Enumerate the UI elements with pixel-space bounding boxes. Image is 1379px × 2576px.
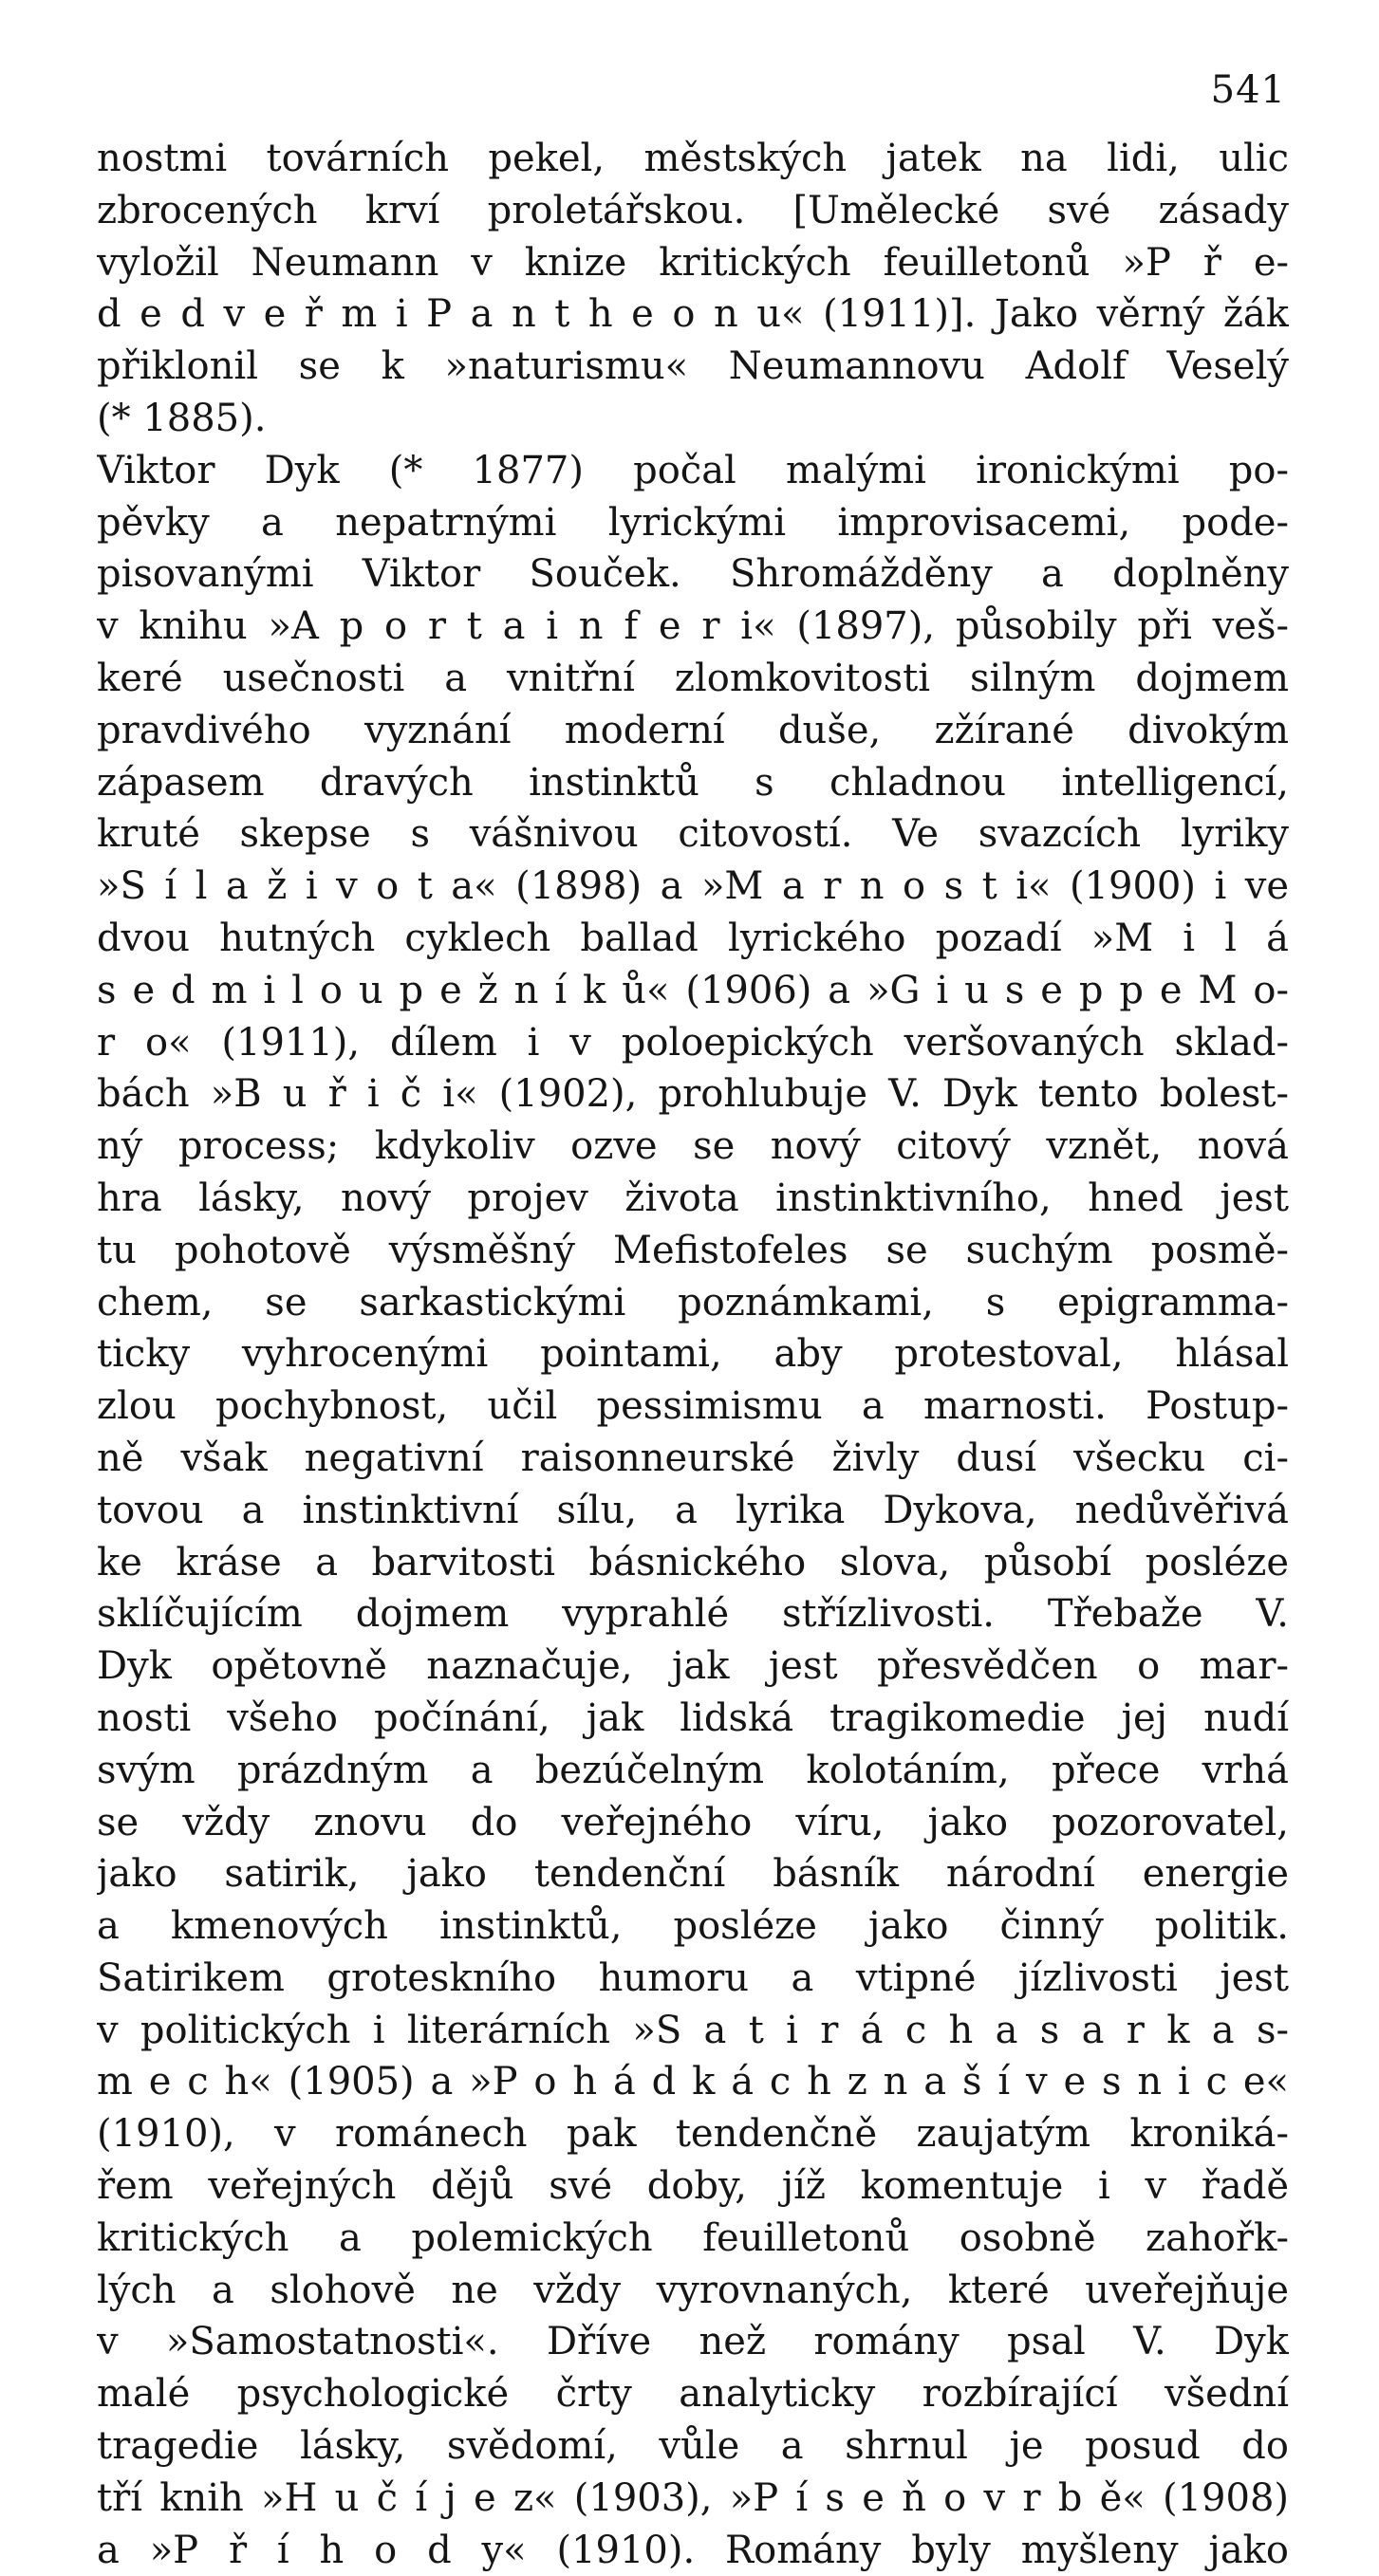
text-line: r o« (1911), dílem i v poloepických veršovaných sklad- — [97, 1020, 1289, 1065]
text-line: hra lásky, nový projev života instinktivního, hned jest — [97, 1176, 1289, 1220]
text-line: lých a slohově ne vždy vyrovnaných, které uveřejňuje — [97, 2268, 1289, 2312]
text-line: a kmenových instinktů, posléze jako činný politik. — [97, 1904, 1289, 1949]
text-line: zápasem dravých instinktů s chladnou intelligencí, — [97, 760, 1289, 805]
text-line: (* 1885). — [97, 396, 267, 440]
text-line: zlou pochybnost, učil pessimismu a marnosti. Postup- — [97, 1384, 1289, 1429]
text-line: tovou a instinktivní sílu, a lyrika Dykova, nedůvěřivá — [97, 1488, 1289, 1532]
text-line: kritických a polemických feuilletonů osobně zahořk- — [97, 2215, 1289, 2260]
text-line: keré usečnosti a vnitřní zlomkovitosti silným dojmem — [97, 656, 1289, 700]
text-line: bách »B u ř i č i« (1902), prohlubuje V. Dyk tento bolest- — [97, 1072, 1289, 1117]
text-line: vyložil Neumann v knize kritických feuilletonů »P ř e- — [97, 240, 1289, 285]
text-line: Satirikem groteskního humoru a vtipné jízlivosti jest — [97, 1955, 1289, 2000]
text-line: jako satirik, jako tendenční básník národní energie — [97, 1852, 1289, 1897]
text-line: přiklonil se k »naturismu« Neumannovu Adolf Veselý — [97, 344, 1289, 389]
text-line: a »P ř í h o d y« (1910). Romány byly myšleny jako — [97, 2528, 1289, 2572]
text-line: nosti všeho počínání, jak lidská tragikomedie jej nudí — [97, 1696, 1289, 1740]
text-line: m e c h« (1905) a »P o h á d k á c h z n a š í v e s n i c e« — [97, 2060, 1289, 2104]
text-line: chem, se sarkastickými poznámkami, s epigramma- — [97, 1280, 1289, 1325]
text-line: nostmi továrních pekel, městských jatek na lidi, ulic — [97, 137, 1289, 180]
text-line: v politických i literárních »S a t i r á c h a s a r k a s- — [97, 2008, 1289, 2052]
text-line: dvou hutných cyklech ballad lyrického pozadí »M i l á — [97, 916, 1289, 960]
text-line: ke kráse a barvitosti básnického slova, působí posléze — [97, 1540, 1289, 1585]
text-line: se vždy znovu do veřejného víru, jako pozorovatel, — [97, 1800, 1289, 1844]
body-text — [97, 133, 1289, 2576]
text-line: Dyk opětovně naznačuje, jak jest přesvědčen o mar- — [97, 1644, 1289, 1689]
text-line: ticky vyhrocenými pointami, aby protestoval, hlásal — [97, 1332, 1289, 1377]
text-line: (1910), v románech pak tendenčně zaujatým kroniká- — [97, 2112, 1289, 2157]
text-line: Viktor Dyk (* 1877) počal malými ironickými po- — [97, 448, 1289, 492]
page-number: 541 — [1210, 68, 1286, 112]
text-line: sklíčujícím dojmem vyprahlé střízlivosti. Třebaže V. — [97, 1592, 1289, 1637]
text-line: tragedie lásky, svědomí, vůle a shrnul je posud do — [97, 2424, 1289, 2469]
text-line: pisovanými Viktor Souček. Shromážděny a doplněny — [97, 552, 1289, 597]
text-line: v »Samostatnosti«. Dříve než romány psal V. Dyk — [97, 2320, 1289, 2364]
text-line: malé psychologické črty analyticky rozbírající všední — [97, 2372, 1289, 2417]
text-line: pěvky a nepatrnými lyrickými improvisacemi, pode- — [97, 500, 1289, 545]
text-line: kruté skepse s vášnivou citovostí. Ve svazcích lyriky — [97, 812, 1289, 857]
text-line: d e d v e ř m i P a n t h e o n u« (1911)]. Jako věrný žák — [97, 292, 1289, 337]
text-line: tu pohotově výsměšný Mefistofeles se suchým posmě- — [97, 1228, 1289, 1272]
text-line: tří knih »H u č í j e z« (1903), »P í s e ň o v r b ě« (1908) — [97, 2475, 1289, 2520]
text-line: svým prázdným a bezúčelným kolotáním, přece vrhá — [97, 1748, 1289, 1792]
text-line: ný process; kdykoliv ozve se nový citový vznět, nová — [97, 1124, 1289, 1169]
text-line: zbrocených krví proletářskou. [Umělecké své zásady — [97, 188, 1289, 232]
text-line: »S í l a ž i v o t a« (1898) a »M a r n o s t i« (1900) i ve — [97, 864, 1289, 909]
text-line: ně však negativní raisonneurské živly dusí všecku ci- — [97, 1436, 1289, 1480]
text-line: v knihu »A p o r t a i n f e r i« (1897), působily při veš- — [97, 604, 1289, 649]
text-line: řem veřejných dějů své doby, jíž komentuje i v řadě — [97, 2164, 1289, 2209]
text-line: pravdivého vyznání moderní duše, zžírané divokým — [97, 708, 1289, 752]
text-line: s e d m i l o u p e ž n í k ů« (1906) a »G i u s e p p e M o- — [97, 968, 1289, 1012]
